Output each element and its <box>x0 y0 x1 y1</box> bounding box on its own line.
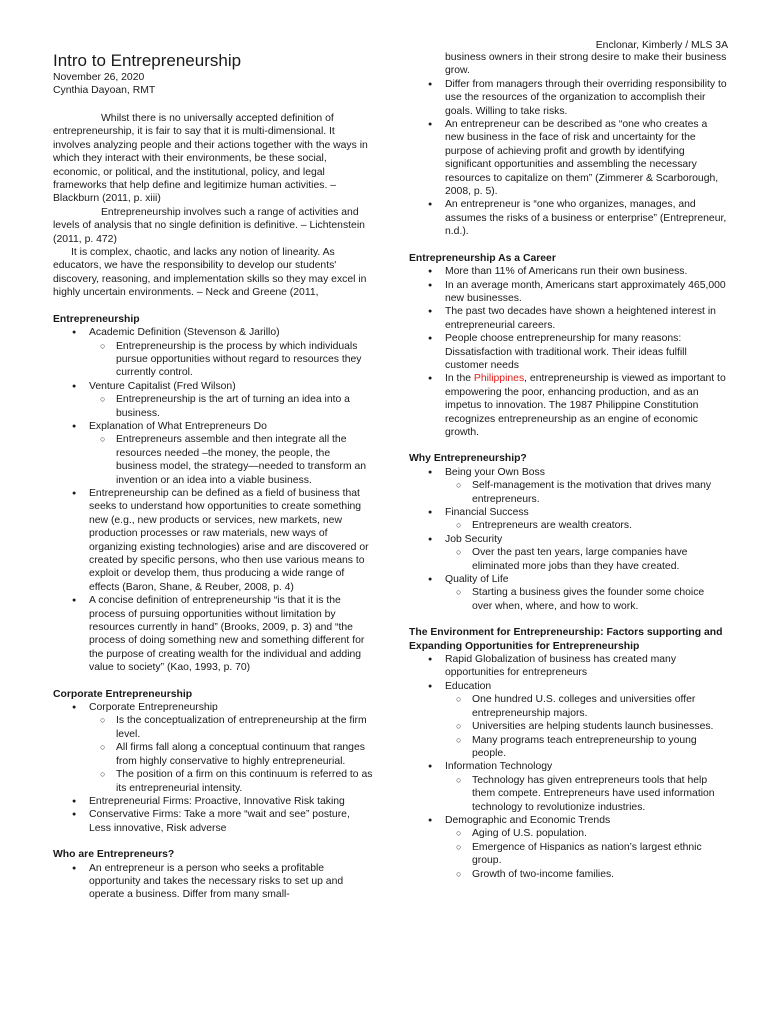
list-item: ● An entrepreneur is a person who seeks a profitable opportunity and takes the necessary risks to set up and operate a business. Differ from many small- <box>53 862 373 902</box>
list-item: ○ Universities are helping students launch businesses. <box>409 720 727 733</box>
environment-list <box>409 653 727 881</box>
list-item: ○ Entrepreneurs are wealth creators. <box>409 519 727 532</box>
entrepreneurship-list <box>53 326 373 675</box>
section-heading-environment: The Environment for Entrepreneurship: Factors supporting and Expanding Opportunities for Entrepreneurship <box>409 627 723 652</box>
list-item: ○ The position of a firm on this continuum is referred to as its entrepreneurial intensity. <box>53 768 373 795</box>
list-item-continued: business owners in their strong desire to make their business grow. <box>445 52 727 77</box>
list-item: ● Differ from managers through their overriding responsibility to use the resources of the organization to accomplish their goals. Willing to take risks. <box>409 78 727 118</box>
list-item: ● In an average month, Americans start approximately 465,000 new businesses. <box>409 279 727 306</box>
intro-paragraph-1: Whilst there is no universally accepted definition of entrepreneurship, it is fair to say that it is multi-dimensional. It involves analyzing people and their actions together with the ways in which they interact with their environments, be these social, economic, or political, and the institutional, policy, and legal frameworks that help define and legitimize human activities. – Blackburn (2011, p. xiii) <box>53 113 368 205</box>
list-item: ● Explanation of What Entrepreneurs Do <box>53 420 373 433</box>
list-item: ● The past two decades have shown a heightened interest in entrepreneurial careers. <box>409 305 727 332</box>
list-item: ● Venture Capitalist (Fred Wilson) <box>53 380 373 393</box>
list-item: ● An entrepreneur is “one who organizes, manages, and assumes the risks of a business or enterprise” (Entrepreneur, n.d.). <box>409 198 727 238</box>
list-item: ○ Technology has given entrepreneurs tools that help them compete. Entrepreneurs have used information technology to revolutionize industries. <box>409 774 727 814</box>
list-item: ● Education <box>409 680 727 693</box>
list-item: ● People choose entrepreneurship for many reasons: Dissatisfaction with traditional work. Their ideas fulfill customer needs <box>409 332 727 372</box>
corporate-list <box>53 701 373 835</box>
section-heading-who: Who are Entrepreneurs? <box>53 849 175 861</box>
left-column <box>53 112 373 902</box>
philippines-link[interactable]: Philippines <box>473 373 525 385</box>
career-list <box>409 265 727 439</box>
list-item: ● Being your Own Boss <box>409 466 727 479</box>
section-heading-corporate: Corporate Entrepreneurship <box>53 688 193 700</box>
list-item: ● Job Security <box>409 533 727 546</box>
list-item: ○ Entrepreneurship is the process by which individuals pursue opportunities without regard to resources they currently control. <box>53 340 373 380</box>
list-item: ○ Aging of U.S. population. <box>409 827 727 840</box>
list-item: ○ Growth of two-income families. <box>409 868 727 881</box>
section-heading-entrepreneurship: Entrepreneurship <box>53 313 140 325</box>
list-item: ○ Over the past ten years, large companies have eliminated more jobs than they have created. <box>409 546 727 573</box>
list-item: ○ Emergence of Hispanics as nation’s largest ethnic group. <box>409 841 727 868</box>
author-class-label: Enclonar, Kimberly / MLS 3A <box>595 40 728 51</box>
list-item: ● Academic Definition (Stevenson & Jarillo) <box>53 326 373 339</box>
section-heading-why: Why Entrepreneurship? <box>409 453 527 465</box>
list-item: ● Rapid Globalization of business has created many opportunities for entrepreneurs <box>409 653 727 680</box>
document-title: Intro to Entrepreneurship <box>53 51 242 70</box>
list-item: ● Conservative Firms: Take a more “wait and see” posture, Less innovative, Risk adverse <box>53 808 373 835</box>
list-item: ● Financial Success <box>409 506 727 519</box>
right-column <box>409 51 727 881</box>
list-item: ● Demographic and Economic Trends <box>409 814 727 827</box>
list-item: ● Quality of Life <box>409 573 727 586</box>
list-item: ● A concise definition of entrepreneurship “is that it is the process of pursuing opportunities without limitation by resources currently in hand” (Brooks, 2009, p. 3) and “the process of doing something new and something different for the purpose of creating wealth for the individual and adding value to society” (Kao, 1993, p. 70) <box>53 594 373 674</box>
document-instructor: Cynthia Dayoan, RMT <box>53 85 156 96</box>
list-item: ● Information Technology <box>409 760 727 773</box>
intro-paragraph-3: It is complex, chaotic, and lacks any notion of linearity. As educators, we have the responsibility to develop our students' discovery, reasoning, and implementation skills so they may excel in highly uncertain environments. – Neck and Greene (2011, <box>53 247 367 299</box>
list-item: ○ Self-management is the motivation that drives many entrepreneurs. <box>409 479 727 506</box>
list-item: ○ Entrepreneurs assemble and then integrate all the resources needed –the money, the people, the business model, the strategy—needed to transform an invention or an idea into a viable business. <box>53 433 373 487</box>
intro-paragraph-2: Entrepreneurship involves such a range of activities and levels of analysis that no single definition is definitive. – Lichtenstein (2011, p. 472) <box>53 206 365 245</box>
who-list-continued <box>409 51 727 239</box>
list-item: ● Corporate Entrepreneurship <box>53 701 373 714</box>
list-item: ● Entrepreneurial Firms: Proactive, Innovative Risk taking <box>53 795 373 808</box>
section-heading-career: Entrepreneurship As a Career <box>409 252 556 264</box>
list-item: ○ Entrepreneurship is the art of turning an idea into a business. <box>53 393 373 420</box>
list-item: ○ One hundred U.S. colleges and universities offer entrepreneurship majors. <box>409 693 727 720</box>
list-item: ○ Starting a business gives the founder some choice over when, where, and how to work. <box>409 586 727 613</box>
list-item: ○ Is the conceptualization of entrepreneurship at the firm level. <box>53 714 373 741</box>
list-item: ● An entrepreneur can be described as “one who creates a new business in the face of risk and uncertainty for the purpose of achieving profit and growth by identifying significant opportunities and assembling the necessary resources to capitalize on them” (Zimmerer & Scarborough, 2008, p. 5). <box>409 118 727 198</box>
list-item: ● In the Philippines, entrepreneurship is viewed as important to empowering the poor, enhancing production, and as an impetus to innovation. The 1987 Philippine Constitution recognizes entrepreneurship as an engine of economic growth. <box>409 372 727 439</box>
document-date: November 26, 2020 <box>53 72 145 83</box>
list-item: ○ All firms fall along a conceptual continuum that ranges from highly conservative to highly entrepreneurial. <box>53 741 373 768</box>
list-item: ● More than 11% of Americans run their own business. <box>409 265 727 278</box>
list-item: ○ Many programs teach entrepreneurship to young people. <box>409 734 727 761</box>
list-item: ● Entrepreneurship can be defined as a field of business that seeks to understand how opportunities to create something new (e.g., new products or services, new markets, new production processes or raw materials, new ways of organizing existing technologies) arise and are discovered or created by specific persons, who then use various means to exploit or develop them, thus producing a wide range of effects (Baron, Shane, & Reuber, 2008, p. 4) <box>53 487 373 594</box>
why-list <box>409 466 727 613</box>
who-list <box>53 862 373 902</box>
